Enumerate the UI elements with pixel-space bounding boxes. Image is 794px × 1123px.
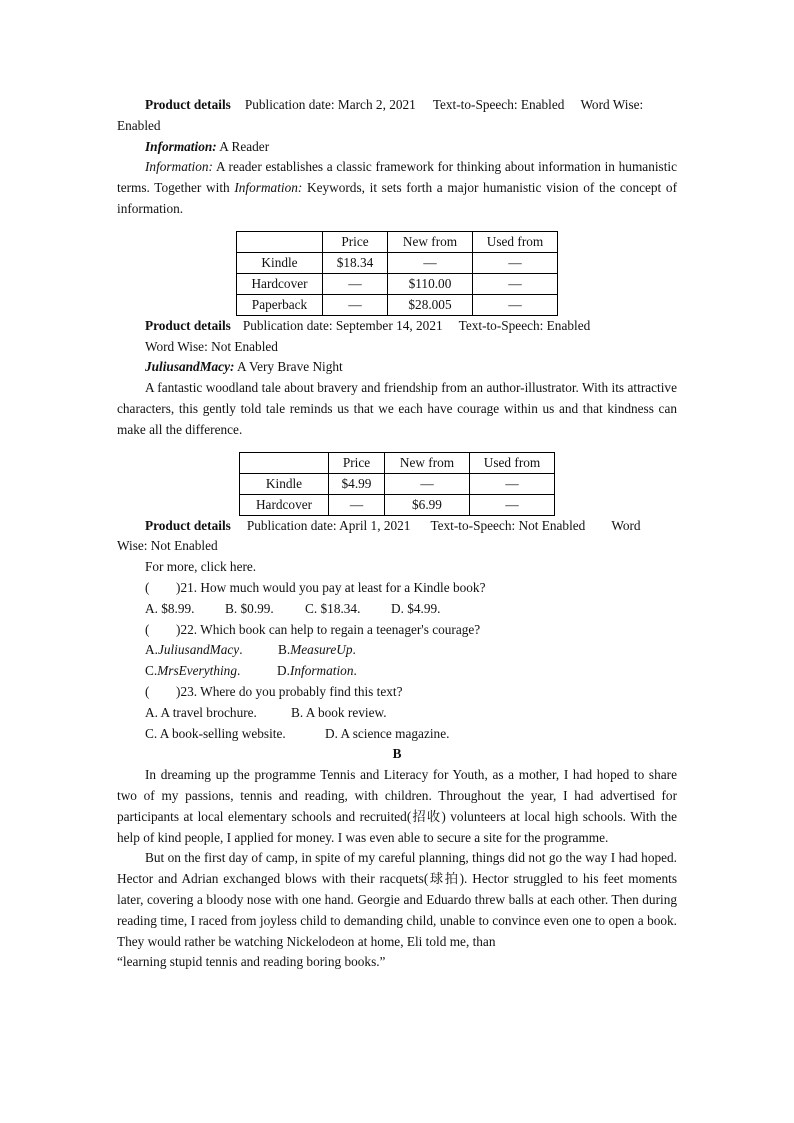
question-23-stem: ( )23. Where do you probably find this text?: [145, 683, 403, 699]
book3-details: [117, 516, 677, 537]
table-cell: $4.99: [329, 473, 385, 494]
option-c[interactable]: C. A book-selling website.: [145, 725, 286, 741]
table-cell: [240, 452, 329, 473]
table-cell: Kindle: [237, 252, 323, 273]
question-21-stem: ( )21. How much would you pay at least for a Kindle book?: [145, 579, 486, 595]
word-wise: Word: [611, 517, 641, 533]
product-details-label: Product details: [145, 317, 231, 333]
book2-title: JuliusandMacy: A Very Brave Night: [145, 359, 343, 375]
publication-date: Publication date: April 1, 2021: [246, 517, 411, 533]
option-d[interactable]: D. A science magazine.: [325, 725, 450, 741]
question-21-options: [117, 599, 677, 620]
passage-paragraph: But on the first day of camp, in spite of my careful planning, things did not go the way I had hoped. Hector and Adrian exchanged blows with their racquets(球拍). Hector struggled to his feet moments later, covering a bloody nose with one hand. Georgie and Eduardo threw balls at each other. Then during reading time, I raced from joyless child to demanding child, unable to convince even one to open a book. They would rather be watching Nickelodeon at home, Eli told me, than: [117, 850, 677, 949]
product-details-label: Product details: [145, 517, 231, 533]
option-d[interactable]: D. $4.99.: [391, 600, 441, 616]
book2-details: [117, 316, 677, 337]
table-cell: —: [388, 252, 473, 273]
book1-description: Information: A reader establishes a classic framework for thinking about information in humanistic terms. Together with Information: Keywords, it sets forth a major humanistic vision of the concept of information.: [117, 159, 677, 216]
question-22-options-ab: [117, 640, 677, 661]
table-cell: $6.99: [385, 494, 470, 515]
table-row: [240, 494, 555, 515]
table-header-row: [240, 452, 555, 473]
table-cell: Price: [323, 231, 388, 252]
section-heading: B: [392, 746, 402, 762]
option-d[interactable]: D.Information.: [277, 663, 357, 679]
price-table-2: [239, 452, 555, 516]
book1-title: Information: A Reader: [145, 138, 270, 154]
option-a[interactable]: A. A travel brochure.: [145, 704, 257, 720]
price-table-1: [236, 231, 558, 316]
publication-date: Publication date: March 2, 2021: [244, 97, 416, 112]
table-cell: Kindle: [240, 473, 329, 494]
table-cell: —: [473, 294, 558, 315]
book3-wordwise-cont: Wise: Not Enabled: [117, 538, 218, 554]
book2-description: A fantastic woodland tale about bravery and friendship from an author-illustrator. With its attractive characters, this gently told tale reminds us that we each have courage within us and that kindness can make all the difference.: [117, 380, 677, 437]
table-cell: $18.34: [323, 252, 388, 273]
option-c[interactable]: C. $18.34.: [305, 600, 361, 616]
book2-wordwise: Word Wise: Not Enabled: [145, 338, 278, 354]
table-cell: Paperback: [237, 294, 323, 315]
question-23-options-ab: [117, 703, 677, 724]
question-22-options-cd: [117, 661, 677, 682]
table-cell: Hardcover: [240, 494, 329, 515]
table-cell: Price: [329, 452, 385, 473]
passage-paragraph: “learning stupid tennis and reading boring books.”: [117, 954, 386, 970]
more-link[interactable]: For more, click here.: [145, 559, 257, 575]
text-to-speech: Text-to-Speech: Not Enabled: [430, 517, 586, 533]
table-cell: New from: [385, 452, 470, 473]
table-cell: —: [323, 294, 388, 315]
table-cell: $110.00: [388, 273, 473, 294]
table-cell: —: [473, 252, 558, 273]
option-a[interactable]: A. $8.99.: [145, 600, 195, 616]
option-b[interactable]: B. A book review.: [291, 704, 387, 720]
table-row: [240, 473, 555, 494]
table-row: [237, 252, 558, 273]
table-cell: —: [473, 273, 558, 294]
table-cell: $28.005: [388, 294, 473, 315]
publication-date: Publication date: September 14, 2021: [242, 317, 443, 333]
text-to-speech: Text-to-Speech: Enabled: [458, 317, 591, 333]
table-cell: [237, 231, 323, 252]
table-header-row: [237, 231, 558, 252]
option-a[interactable]: A.JuliusandMacy.: [145, 642, 243, 658]
table-cell: Used from: [473, 231, 558, 252]
table-cell: —: [470, 473, 555, 494]
table-cell: —: [329, 494, 385, 515]
text-to-speech: Text-to-Speech: Enabled: [432, 97, 565, 112]
table-cell: Used from: [470, 452, 555, 473]
product-details-label: Product details: [145, 97, 231, 112]
passage-paragraph: In dreaming up the programme Tennis and Literacy for Youth, as a mother, I had hoped to share two of my passions, tennis and reading, with children. Throughout the year, I had advertised for participants at local elementary schools and recruited(招收) volunteers at local high schools. With the help of kind people, I applied for money. I was even able to secure a site for the programme.: [117, 767, 677, 845]
question-23-options-cd: [117, 724, 677, 745]
book1-wordwise-cont: Enabled: [117, 117, 161, 133]
table-cell: —: [323, 273, 388, 294]
book1-details: [117, 95, 677, 116]
word-wise: Word Wise:: [580, 97, 644, 112]
option-b[interactable]: B.MeasureUp.: [278, 642, 356, 658]
option-c[interactable]: C.MrsEverything.: [145, 663, 241, 679]
option-b[interactable]: B. $0.99.: [225, 600, 274, 616]
table-cell: New from: [388, 231, 473, 252]
table-cell: —: [385, 473, 470, 494]
table-cell: Hardcover: [237, 273, 323, 294]
table-row: [237, 294, 558, 315]
question-22-stem: ( )22. Which book can help to regain a teenager's courage?: [145, 621, 481, 637]
table-row: [237, 273, 558, 294]
document-page: [117, 95, 677, 973]
table-cell: —: [470, 494, 555, 515]
